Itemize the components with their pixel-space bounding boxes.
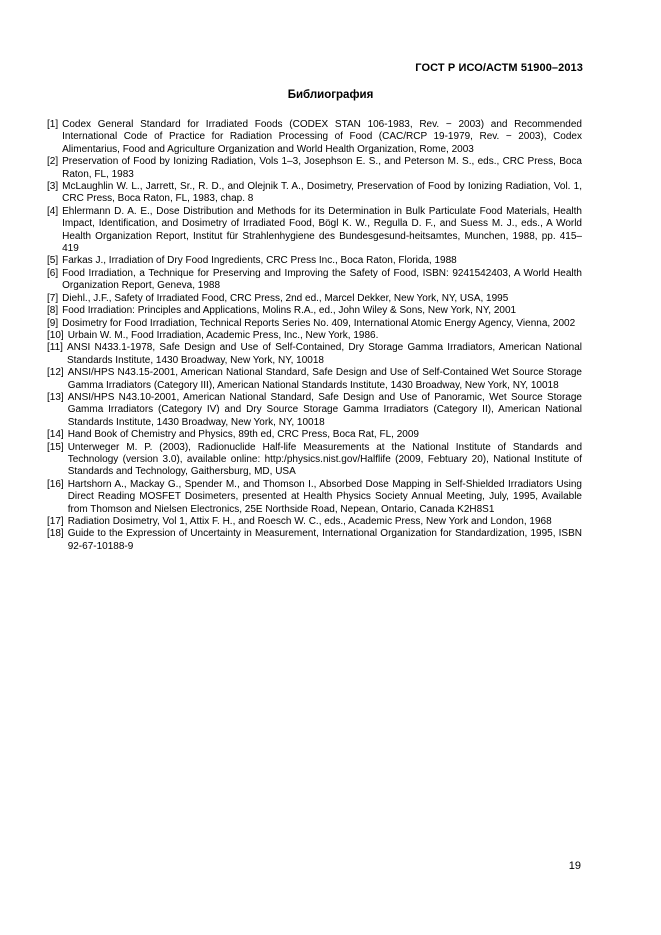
- entry-text: Hand Book of Chemistry and Physics, 89th ed, CRC Press, Boca Rat, FL, 2009: [67, 429, 419, 441]
- entry-text: Radiation Dosimetry, Vol 1, Attix F. H., and Roesch W. C., eds., Academic Press, New York and London, 1968: [67, 516, 552, 527]
- bibliography-entry: [47, 268, 582, 293]
- bibliography-entry: [47, 255, 582, 267]
- bibliography-entry: [47, 442, 582, 479]
- bibliography-entry: [47, 305, 582, 317]
- page-number: 19: [568, 860, 581, 872]
- entry-text: Dosimetry for Food Irradiation, Technical Reports Series No. 409, International Atomic Energy Agency, Vienna, 2002: [62, 317, 576, 329]
- entry-text: Urbain W. M., Food Irradiation, Academic Press, Inc., New York, 1986.: [67, 329, 379, 341]
- entry-number: [16]: [47, 478, 64, 490]
- entry-number: [8]: [47, 305, 59, 317]
- bibliography-entry: [47, 367, 582, 392]
- entry-number: [18]: [47, 528, 64, 540]
- entry-text: Food Irradiation, a Technique for Preserving and Improving the Safety of Food, ISBN: 9241542403, A World Health Organization Report, Geneva, 1988: [62, 267, 582, 292]
- entry-text: ANSI N433.1-1978, Safe Design and Use of Self-Contained, Dry Storage Gamma Irradiators, American National Standards Institute, 1430 Broadway, New York, NY, 10018: [66, 342, 582, 366]
- entry-number: [12]: [47, 367, 64, 379]
- entry-text: Farkas J., Irradiation of Dry Food Ingredients, CRC Press Inc., Boca Raton, Florida, 1988: [62, 255, 457, 267]
- bibliography-entry: [47, 119, 582, 156]
- bibliography-entry: [47, 479, 582, 516]
- bibliography-entry: [47, 392, 582, 429]
- bibliography-entry: [47, 206, 582, 256]
- entry-number: [5]: [47, 255, 59, 267]
- entry-number: [2]: [47, 156, 59, 168]
- bibliography-entry: [47, 342, 582, 367]
- entry-number: [15]: [47, 441, 64, 453]
- entry-text: Diehl., J.F., Safety of Irradiated Food, CRC Press, 2nd ed., Marcel Dekker, New York, NY, USA, 1995: [62, 292, 509, 304]
- bibliography-list: [47, 119, 582, 553]
- entry-number: [1]: [47, 119, 59, 130]
- entry-number: [4]: [47, 205, 59, 217]
- entry-number: [6]: [47, 267, 59, 279]
- entry-number: [11]: [47, 342, 63, 354]
- entry-text: ANSI/HPS N43.15-2001, American National Standard, Safe Design and Use of Self-Contained Wet Source Storage Gamma Irradiators (Category III), American National Standards Institute, 1430 Broadway, New York, NY, 10018: [67, 367, 582, 391]
- entry-text: Guide to the Expression of Uncertainty in Measurement, International Organization for Standardization, 1995, ISBN 92-67-10188-9: [67, 528, 582, 552]
- entry-text: Hartshorn A., Mackay G., Spender M., and Thomson I., Absorbed Dose Mapping in Self-Shielded Irradiators Using Direct Reading MOSFET Dosimeters, presented at Health Physics Society Annual Meeting, July, 1995, Available from Thomson and Nielsen Electronics, 25E Northside Road, Nepean, Ontario, Canada K2H8S1: [67, 478, 582, 515]
- entry-text: McLaughlin W. L., Jarrett, Sr., R. D., and Olejnik T. A., Dosimetry, Preservation of Food by Ionizing Radiation, Vol. 1, CRC Press, Boca Raton, FL, 1983, chap. 8: [62, 181, 582, 205]
- entry-number: [14]: [47, 429, 64, 441]
- bibliography-entry: [47, 528, 582, 553]
- bibliography-entry: [47, 318, 582, 330]
- entry-number: [3]: [47, 181, 59, 193]
- bibliography-entry: [47, 181, 582, 206]
- bibliography-entry: [47, 293, 582, 305]
- entry-text: Food Irradiation: Principles and Applications, Molins R.A., ed., John Wiley & Sons, New York, NY, 2001: [62, 305, 517, 317]
- bibliography-entry: [47, 330, 582, 342]
- entry-number: [17]: [47, 516, 64, 527]
- entry-number: [13]: [47, 391, 64, 403]
- entry-number: [9]: [47, 317, 59, 329]
- entry-text: Unterweger M. P. (2003), Radionuclide Half-life Measurements at the National Institute of Standards and Technology (version 3.0), available online: http:/physics.nist.gov/Halflife (2009, Febtuary 20), National Institute of Standards and Technology, Gaithersburg, MD, USA: [67, 441, 582, 478]
- entry-number: [10]: [47, 329, 64, 341]
- entry-text: Ehlermann D. A. E., Dose Distribution and Methods for its Determination in Bulk Particulate Food Materials, Health Impact, Identification, and Dosimetry of Irradiated Food, Bögl K. W., Regulla D. F., and Suess M. J., eds., A World Health Organization Report, Institut für Strahlenhygiene des Bundesgesund-heitsamtes, Munchen, 1988, pp. 415–419: [62, 205, 582, 255]
- bibliography-entry: [47, 156, 582, 181]
- entry-text: Preservation of Food by Ionizing Radiation, Vols 1–3, Josephson E. S., and Peterson M. S., eds., CRC Press, Boca Raton, FL, 1983: [62, 156, 582, 180]
- entry-text: ANSI/HPS N43.10-2001, American National Standard, Safe Design and Use of Panoramic, Wet Source Storage Gamma Irradiators (Category IV) and Dry Source Storage Gamma Irradiators (Category II), American National Standards Institute, 1430 Broadway, New York, NY, 10018: [67, 391, 582, 428]
- standard-code: ГОСТ Р ИСО/АСТМ 51900–2013: [415, 62, 583, 74]
- bibliography-entry: [47, 516, 582, 528]
- entry-number: [7]: [47, 292, 59, 304]
- page-title: Библиография: [287, 89, 374, 101]
- bibliography-entry: [47, 429, 582, 441]
- entry-text: Codex General Standard for Irradiated Foods (CODEX STAN 106-1983, Rev. − 2003) and Recommended International Code of Practice for Radiation Processing of Food (CAC/RCP 19-1979, Rev. − 2003), Codex Alimentarius, Food and Agriculture Organization and World Health Organization, Rome, 2003: [62, 119, 582, 155]
